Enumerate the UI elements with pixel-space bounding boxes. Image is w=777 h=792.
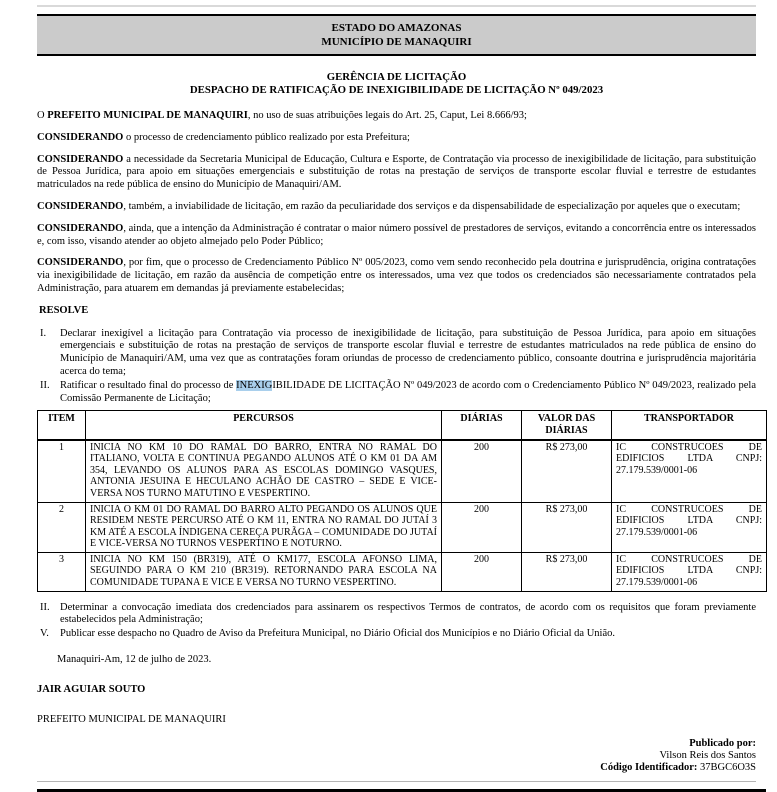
paragraph-considerando-1 <box>37 132 756 145</box>
resolve-item-text <box>56 380 756 406</box>
final-item-2 <box>37 628 756 641</box>
paragraph-considerando-2 <box>37 154 756 192</box>
column-header-transportador: TRANSPORTADOR <box>612 411 767 440</box>
signature-title: PREFEITO MUNICIPAL DE MANAQUIRI <box>37 713 226 725</box>
cell-valor: R$ 273,00 <box>522 440 612 502</box>
cell-valor: R$ 273,00 <box>522 552 612 591</box>
top-divider <box>37 5 756 7</box>
table-row <box>38 502 767 552</box>
paragraph-bold: CONSIDERANDO <box>37 200 124 212</box>
resolve-list <box>37 328 756 406</box>
paragraph-text: , no uso de suas atribuições legais do Art. 25, Caput, Lei 8.666/93; <box>247 110 527 121</box>
resolve-heading: RESOLVE <box>39 304 89 316</box>
paragraph-considerando-5 <box>37 257 756 295</box>
final-item-text: Determinar a convocação imediata dos credenciados para assinarem os respectivos Termos de contratos, de acordo com os requisitos que foram previamente estabelecidos pela Administração; <box>60 601 756 626</box>
column-header-item: ITEM <box>38 411 86 440</box>
table-header-row <box>38 411 767 440</box>
identifier-code-line <box>37 762 756 774</box>
resolve-item-2 <box>37 380 756 406</box>
bottom-divider-thin <box>37 781 756 782</box>
paragraph-bold: CONSIDERANDO <box>37 222 124 234</box>
paragraph-considerando-3 <box>37 201 756 214</box>
cell-diarias: 200 <box>442 552 522 591</box>
header-municipality-line: MUNICÍPIO DE MANAQUIRI <box>321 36 472 48</box>
paragraph-preamble <box>37 110 756 123</box>
column-header-valor: VALOR DAS DIÁRIAS <box>522 411 612 440</box>
publication-block <box>37 738 756 773</box>
cell-item: 3 <box>38 552 86 591</box>
selection-highlight: INEXIG <box>236 379 273 391</box>
resolve-item-number: I. <box>40 327 47 339</box>
final-list <box>37 602 756 641</box>
cell-percurso: INICIA NO KM 150 (BR319), ATÉ O KM177, ESCOLA AFONSO LIMA, SEGUINDO PARA O KM 210 (BR319). RETORNANDO PARA ESCOLA NA COMUNIDADE TUPANA E VICE E VERSA NO TURNO VESPERTINO. <box>86 552 442 591</box>
column-header-diarias: DIÁRIAS <box>442 411 522 440</box>
cell-diarias: 200 <box>442 440 522 502</box>
final-item-number: II. <box>40 601 50 613</box>
cell-valor: R$ 273,00 <box>522 502 612 552</box>
identifier-code-value: 37BGC6O3S <box>697 762 756 774</box>
paragraph-considerando-4 <box>37 223 756 249</box>
resolve-item-text: Declarar inexigível a licitação para Contratação via processo de inexigibilidade de licitação, para substituição de Pessoa Jurídica, para apoio em situações emergenciais e substituição de rotas na prestação de serviços de transporte escolar fluvial e terrestre de estudantes matriculados na rede pública de ensino do Município de Manaquiri/AM, uma vez que as contratações foram oriundas de processo de credenciamento público, consoante doutrina e jurisprudência majoritária acerca do tema; <box>60 327 756 377</box>
cell-diarias: 200 <box>442 502 522 552</box>
final-item-number: V. <box>40 628 49 640</box>
bottom-divider-thick <box>37 789 766 792</box>
column-header-percursos: PERCURSOS <box>86 411 442 440</box>
published-by-label: Publicado por: <box>689 738 756 750</box>
paragraph-bold: PREFEITO MUNICIPAL DE MANAQUIRI <box>47 110 248 121</box>
paragraph-lead: O <box>37 110 48 121</box>
routes-table <box>37 410 767 591</box>
doc-title-subject: DESPACHO DE RATIFICAÇÃO DE INEXIGIBILIDADE DE LICITAÇÃO Nº 049/2023 <box>189 84 604 96</box>
table-row <box>38 552 767 591</box>
resolve-item-text-post: IBILIDADE DE LICITAÇÃO Nº 049/2023 de acordo com o Credenciamento Público Nº 049/2023, realizado pela Comissão Permanente de Licitação; <box>60 379 756 404</box>
cell-percurso: INICIA O KM 01 DO RAMAL DO BARRO ALTO PEGANDO OS ALUNOS QUE RESIDEM NESTE PERCURSO ATÉ O KM 11, ENTRA NO RAMAL DO JUTAÍ 3 KM ATÉ A ESCOLA ÍNDIGENA CEREÇA PURÃGA – COMUNIDADE DO JUTAÍ E VICE-VERSA NO TURNOS VESPERTINO E NOTURNO. <box>86 502 442 552</box>
paragraph-text: , também, a inviabilidade de licitação, em razão da peculiaridade dos serviços e da dispensabilidade de especialização por aqueles que o executam; <box>123 200 741 212</box>
signature-name: JAIR AGUIAR SOUTO <box>37 683 146 695</box>
resolve-item-1 <box>37 328 756 379</box>
paragraph-text: , ainda, que a intenção da Administração é contratar o maior número possível de prestadores de serviços, evitando a concorrência entre os interessados e, com isso, visando atender ao objeto almejado pelo Poder Público; <box>37 222 756 247</box>
paragraph-text: a necessidade da Secretaria Municipal de Educação, Cultura e Esporte, de Contratação via processo de inexigibilidade de licitação, para substituição de Pessoa Jurídica, para apoio em situações emergenciais e substituição de rotas na prestação de serviços de transporte escolar fluvial e terrestre de estudantes matriculados na rede pública de ensino do Município de Manaquiri/AM. <box>37 153 756 191</box>
paragraph-bold: CONSIDERANDO <box>37 153 124 165</box>
paragraph-text: o processo de credenciamento público realizado por esta Prefeitura; <box>123 131 410 143</box>
doc-title-department: GERÊNCIA DE LICITAÇÃO <box>326 71 467 83</box>
cell-transportador: IC CONSTRUCOES DE EDIFICIOS LTDA CNPJ: 27.179.539/0001-06 <box>612 552 767 591</box>
resolve-item-number: II. <box>40 379 50 391</box>
paragraph-text: , por fim, que o processo de Credenciamento Público Nº 005/2023, como vem sendo reconhecido pela doutrina e jurisprudência, origina contratações via inexigibilidade de licitação, em razão da ausência de competição entre os interessados, uma vez que todos os credenciados são necessariamente contratados pela Administração, para atuarem em demandas já previamente estabelecidas; <box>37 257 756 294</box>
final-item-text: Publicar esse despacho no Quadro de Aviso da Prefeitura Municipal, no Diário Oficial dos Municípios e no Diário Oficial da União. <box>60 628 615 640</box>
cell-item: 1 <box>38 440 86 502</box>
paragraph-bold: CONSIDERANDO <box>37 131 124 143</box>
header-bar <box>37 14 756 56</box>
header-state-line: ESTADO DO AMAZONAS <box>331 22 462 34</box>
cell-item: 2 <box>38 502 86 552</box>
doc-title <box>37 71 756 97</box>
identifier-code-label: Código Identificador: <box>600 762 698 774</box>
cell-percurso: INICIA NO KM 10 DO RAMAL DO BARRO, ENTRA NO RAMAL DO ITALIANO, VOLTA E CONTINUA PEGANDO ALUNOS ATÉ O KM 01 DA AM 354, LEVANDO OS ALUNOS PARA AS ESCOLAS DOMINGO VASQUES, ANTONIA JESUINA E HECULANO ACHÃO DE CASTRO – SEDE E VICE-VERSA NOS TURNO MATUTINO E VESPERTINO. <box>86 440 442 502</box>
dateline: Manaquiri-Am, 12 de julho de 2023. <box>57 654 212 666</box>
cell-transportador: IC CONSTRUCOES DE EDIFICIOS LTDA CNPJ: 27.179.539/0001-06 <box>612 502 767 552</box>
final-item-1 <box>37 602 756 628</box>
paragraph-bold: CONSIDERANDO <box>37 257 124 269</box>
resolve-item-text-pre: Ratificar o resultado final do processo de <box>60 379 237 391</box>
table-row <box>38 440 767 502</box>
cell-transportador: IC CONSTRUCOES DE EDIFICIOS LTDA CNPJ: 27.179.539/0001-06 <box>612 440 767 502</box>
published-by-name: Vilson Reis dos Santos <box>659 750 756 762</box>
